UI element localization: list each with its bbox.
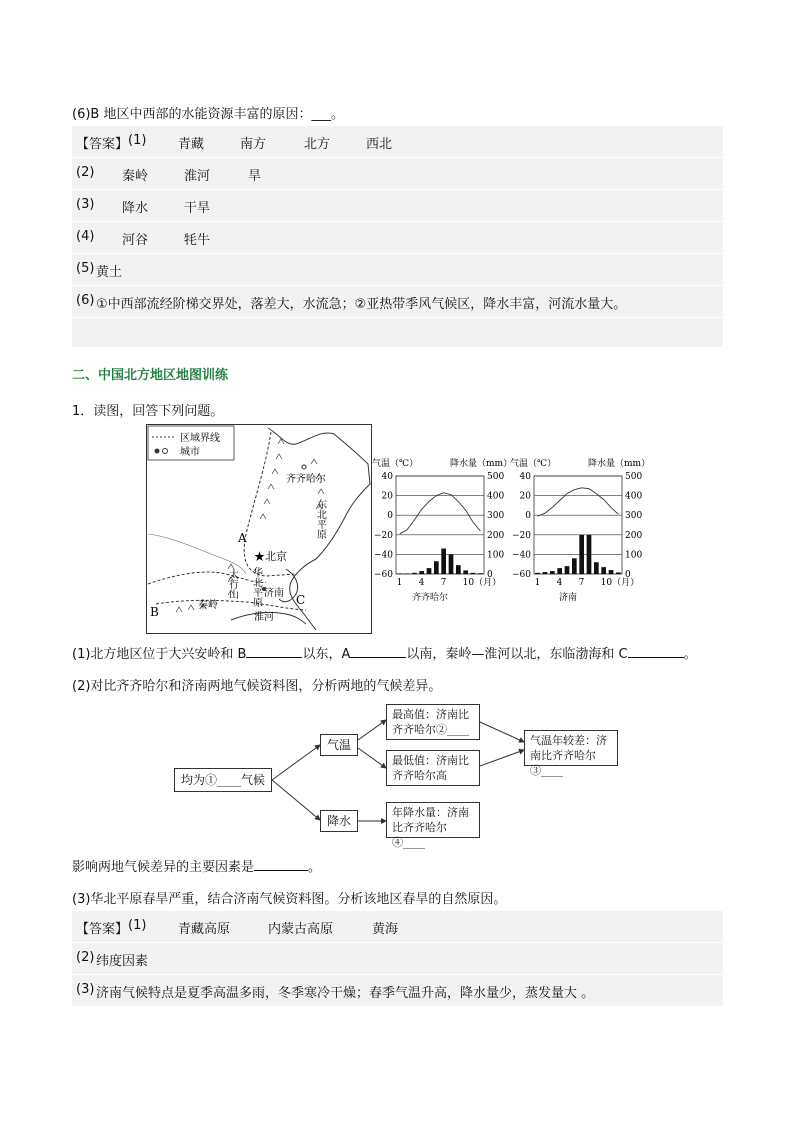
x-tick-label: 1	[396, 578, 403, 588]
answer-cell: 纬度因素	[96, 954, 149, 969]
x-tick-label: 7	[578, 578, 585, 588]
precip-bar	[543, 572, 548, 574]
precip-tick-label: 0	[625, 570, 631, 580]
row-num: (2)	[76, 950, 95, 965]
label-taihang: 太行山	[226, 569, 238, 599]
precip-bar	[397, 573, 402, 574]
blank-a[interactable]	[350, 657, 406, 658]
precip-bar	[427, 568, 432, 574]
precip-bar	[478, 573, 483, 574]
answer-row-4	[72, 222, 723, 254]
answer-cell: 黄土	[96, 265, 123, 280]
answer-row-6	[72, 286, 723, 318]
answer-cell: 秦岭	[122, 169, 149, 184]
answer-cell: 内蒙古高原	[268, 922, 334, 937]
precip-bar	[557, 568, 562, 574]
answer-row-1	[72, 126, 723, 158]
label-c: C	[296, 593, 306, 607]
precip-bar	[565, 566, 570, 574]
precip-tick-label: 300	[487, 511, 505, 522]
city-icon	[155, 449, 160, 454]
x-tick-label: 4	[418, 578, 425, 588]
question-1-1	[72, 643, 697, 662]
answer-row-blank	[72, 318, 723, 348]
temp-tick-label: 20	[519, 491, 531, 502]
precip-bar	[550, 571, 555, 574]
precip-tick-label: 400	[487, 491, 505, 502]
answer2-row-3	[72, 975, 723, 1007]
precip-bar	[441, 549, 446, 574]
label-huabei: 华北平原	[250, 567, 262, 607]
answer-cell: 干旱	[184, 201, 211, 216]
plot-frame	[534, 476, 622, 574]
temperature-line	[400, 493, 481, 534]
precip-bar	[535, 573, 540, 574]
temp-tick-label: −40	[374, 550, 393, 561]
precip-tick-label: 200	[487, 530, 505, 541]
answer-label: 【答案】	[76, 137, 129, 152]
temp-tick-label: −20	[374, 530, 393, 541]
question-1-3: (3)华北平原春旱严重，结合济南气候资料图。分析该地区春旱的自然原因。	[72, 892, 507, 907]
label-huaihe: 淮河	[254, 612, 274, 623]
label-dongbei: 东北平原	[314, 499, 326, 539]
answer-cell: ①中西部流经阶梯交界处，落差大，水流急；②亚热带季风气候区，降水丰富，河流水量大。	[96, 297, 627, 312]
q1-2b-text: 影响两地气候差异的主要因素是	[72, 860, 255, 875]
answer-cell: 青藏高原	[178, 922, 231, 937]
precip-bar	[587, 535, 592, 574]
temp-tick-label: 20	[381, 491, 393, 502]
answer-cell: 旱	[248, 169, 262, 184]
answer-label: 【答案】	[76, 922, 129, 937]
flow-temp: 气温	[320, 734, 358, 756]
answer-cell: 淮河	[184, 169, 211, 184]
precip-tick-label: 100	[487, 550, 505, 561]
temp-tick-label: −20	[512, 530, 531, 541]
question-1-2: (2)对比齐齐哈尔和济南两地气候资料图，分析两地的气候差异。	[72, 679, 442, 694]
x-tick-label: 7	[440, 578, 447, 588]
temperature-line	[538, 488, 619, 516]
flow-root: 均为①____气候	[174, 768, 272, 792]
precip-bar	[471, 573, 476, 574]
label-a: A	[238, 531, 247, 545]
flow-min: 最低值：济南比齐齐哈尔高	[386, 750, 480, 786]
answer-cell: 南方	[240, 137, 267, 152]
north-china-map	[146, 424, 372, 634]
row-num: (3)	[76, 982, 95, 997]
climate-flow-diagram	[174, 700, 624, 849]
answer-cell: 河谷	[122, 233, 149, 248]
legend-boundary: 区域界线	[180, 433, 220, 444]
flow-precip: 降水	[320, 810, 358, 832]
temp-tick-label: 40	[381, 472, 393, 482]
answer-cell: 西北	[366, 137, 393, 152]
question-1: 1．读图，回答下列问题。	[72, 404, 224, 419]
precip-bar	[616, 572, 621, 574]
answer-cell: 降水	[122, 201, 149, 216]
chart-title: 济南	[558, 593, 578, 603]
flow-range: 气温年较差：济南比齐齐哈尔③____	[524, 730, 618, 766]
label-qiqihaer: 齐齐哈尔	[286, 474, 326, 485]
x-tick-label: 10（月）	[462, 578, 502, 588]
precip-bar	[449, 554, 454, 574]
precip-axis-title: 降水量（mm）	[588, 459, 651, 469]
label-qinling: 秦岭	[198, 600, 218, 611]
label-jinan: 济南	[264, 588, 284, 599]
x-tick-label: 10（月）	[600, 578, 640, 588]
temp-tick-label: −60	[374, 570, 393, 580]
blank-c[interactable]	[628, 657, 684, 658]
temp-tick-label: −60	[512, 570, 531, 580]
precip-bar	[463, 570, 468, 574]
question-1-2b	[72, 856, 321, 875]
precip-tick-label: 400	[625, 491, 643, 502]
answer-cell: 北方	[304, 137, 331, 152]
precip-tick-label: 100	[625, 550, 643, 561]
q1-2b-end: 。	[308, 860, 322, 875]
answer-cell: 黄海	[372, 922, 399, 937]
row-num: (5)	[76, 261, 95, 276]
answer-cell: 济南气候特点是夏季高温多雨，冬季寒冷干燥；春季气温升高，降水量少，蒸发量大 。	[96, 986, 595, 1001]
temp-tick-label: −40	[512, 550, 531, 561]
x-tick-label: 1	[534, 578, 541, 588]
blank-factor[interactable]	[254, 870, 308, 871]
answer2-row-1	[72, 911, 723, 943]
q1-1-part-c: 以南，秦岭—淮河以北，东临渤海和 C	[406, 647, 628, 662]
question-6: (6)B 地区中西部的水能资源丰富的原因：___。	[72, 107, 344, 122]
chart-title: 齐齐哈尔	[411, 593, 449, 603]
row-num: (3)	[76, 197, 95, 212]
precip-tick-label: 500	[625, 472, 643, 482]
q1-1-part-b: 以东，A	[302, 647, 351, 662]
answer-row-3	[72, 190, 723, 222]
precip-axis-title: 降水量（mm）	[450, 459, 513, 469]
temp-tick-label: 0	[387, 511, 393, 522]
legend-city: 城市	[180, 447, 200, 458]
answer-row-5	[72, 254, 723, 286]
answer2-row-2	[72, 943, 723, 975]
precip-bar	[456, 565, 461, 574]
blank-b[interactable]	[246, 657, 302, 658]
row-num: (1)	[128, 918, 147, 933]
climate-charts	[370, 456, 660, 606]
temp-axis-title: 气温（℃）	[372, 459, 419, 469]
answer-cell: 青藏	[178, 137, 205, 152]
row-num: (2)	[76, 165, 95, 180]
precip-tick-label: 500	[487, 472, 505, 482]
plot-frame	[396, 476, 484, 574]
label-beijing: ★北京	[254, 550, 287, 563]
q1-1-part-d: 。	[683, 647, 697, 662]
section-title: 二、中国北方地区地图训练	[72, 368, 229, 383]
temp-tick-label: 0	[525, 511, 531, 522]
precip-tick-label: 0	[487, 570, 493, 580]
answer-row-2	[72, 158, 723, 190]
precip-bar	[419, 571, 424, 574]
x-tick-label: 4	[556, 578, 563, 588]
precip-bar	[579, 535, 584, 574]
precip-bar	[594, 562, 599, 574]
precip-bar	[434, 561, 439, 574]
precip-bar	[572, 558, 577, 574]
precip-tick-label: 300	[625, 511, 643, 522]
precip-bar	[609, 570, 614, 574]
flow-annual: 年降水量：济南比齐齐哈尔④____	[386, 802, 480, 838]
precip-bar	[405, 573, 410, 574]
q1-1-part-a: (1)北方地区位于大兴安岭和 B	[72, 647, 247, 662]
flow-max: 最高值：济南比齐齐哈尔②____	[386, 704, 480, 740]
label-b: B	[150, 605, 159, 619]
precip-bar	[412, 573, 417, 574]
row-num: (6)	[76, 293, 95, 308]
row-num: (1)	[128, 133, 147, 148]
precip-bar	[601, 567, 606, 574]
temp-axis-title: 气温（℃）	[510, 459, 557, 469]
row-num: (4)	[76, 229, 95, 244]
temp-tick-label: 40	[519, 472, 531, 482]
answer-cell: 牦牛	[184, 233, 211, 248]
precip-tick-label: 200	[625, 530, 643, 541]
